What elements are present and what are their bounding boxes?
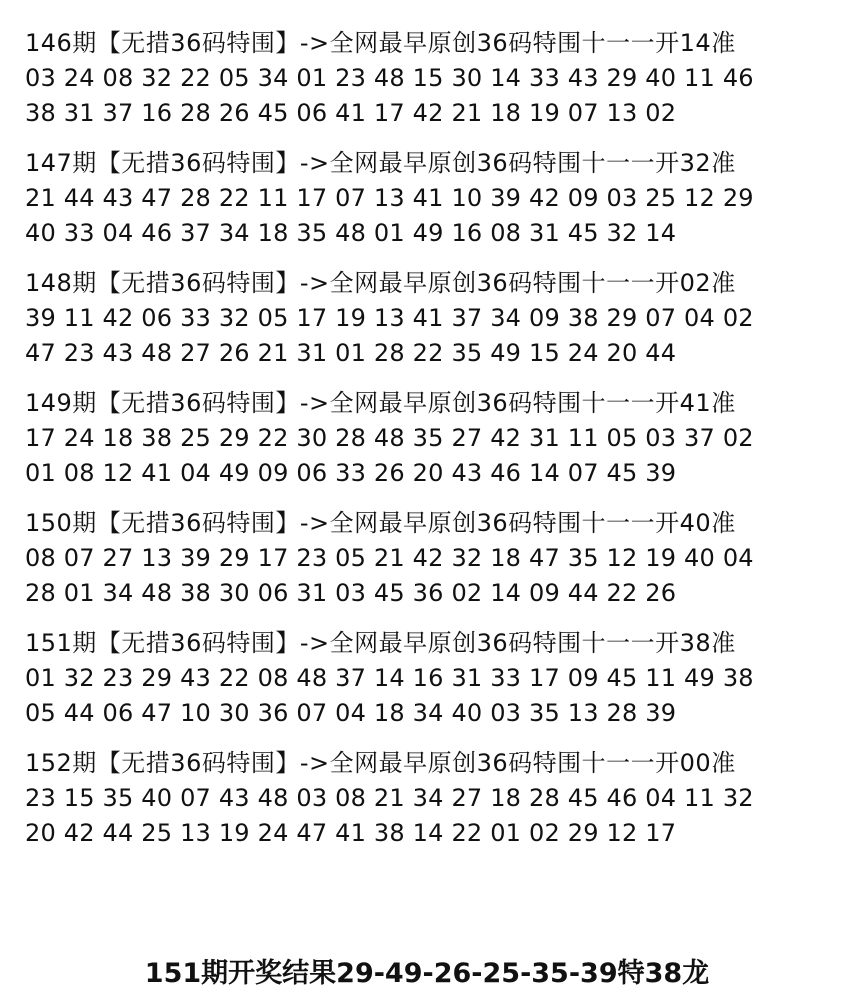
entry-block-148 — [25, 266, 835, 371]
number-row: 39 11 42 06 33 32 05 17 19 13 41 37 34 09 38 29 07 04 02 — [25, 304, 754, 332]
number-row: 21 44 43 47 28 22 11 17 07 13 41 10 39 42 09 03 25 12 29 — [25, 184, 754, 212]
entry-title: 146期【无措36码特围】->全网最早原创36码特围十一一开14准 — [25, 29, 736, 57]
number-row: 05 44 06 47 10 30 36 07 04 18 34 40 03 35 13 28 39 — [25, 699, 677, 727]
entry-title: 150期【无措36码特围】->全网最早原创36码特围十一一开40准 — [25, 509, 736, 537]
entry-title: 151期【无措36码特围】->全网最早原创36码特围十一一开38准 — [25, 629, 736, 657]
number-row: 03 24 08 32 22 05 34 01 23 48 15 30 14 33 43 29 40 11 46 — [25, 64, 754, 92]
entry-block-146 — [25, 26, 835, 131]
entry-block-152 — [25, 746, 835, 851]
entry-block-151 — [25, 626, 835, 731]
entry-title: 152期【无措36码特围】->全网最早原创36码特围十一一开00准 — [25, 749, 736, 777]
entry-list — [25, 26, 835, 866]
draw-result-footer: 151期开奖结果29-49-26-25-35-39特38龙 — [144, 958, 710, 989]
number-row: 40 33 04 46 37 34 18 35 48 01 49 16 08 31 45 32 14 — [25, 219, 677, 247]
number-row: 38 31 37 16 28 26 45 06 41 17 42 21 18 19 07 13 02 — [25, 99, 677, 127]
number-row: 20 42 44 25 13 19 24 47 41 38 14 22 01 02 29 12 17 — [25, 819, 677, 847]
entry-block-149 — [25, 386, 835, 491]
entry-block-147 — [25, 146, 835, 251]
number-row: 08 07 27 13 39 29 17 23 05 21 42 32 18 47 35 12 19 40 04 — [25, 544, 754, 572]
entry-title: 147期【无措36码特围】->全网最早原创36码特围十一一开32准 — [25, 149, 736, 177]
number-row: 01 08 12 41 04 49 09 06 33 26 20 43 46 14 07 45 39 — [25, 459, 677, 487]
entry-title: 149期【无措36码特围】->全网最早原创36码特围十一一开41准 — [25, 389, 736, 417]
entry-block-150 — [25, 506, 835, 611]
number-row: 23 15 35 40 07 43 48 03 08 21 34 27 18 28 45 46 04 11 32 — [25, 784, 754, 812]
entry-title: 148期【无措36码特围】->全网最早原创36码特围十一一开02准 — [25, 269, 736, 297]
number-row: 28 01 34 48 38 30 06 31 03 45 36 02 14 09 44 22 26 — [25, 579, 677, 607]
number-row: 47 23 43 48 27 26 21 31 01 28 22 35 49 15 24 20 44 — [25, 339, 677, 367]
number-row: 17 24 18 38 25 29 22 30 28 48 35 27 42 31 11 05 03 37 02 — [25, 424, 754, 452]
number-row: 01 32 23 29 43 22 08 48 37 14 16 31 33 17 09 45 11 49 38 — [25, 664, 754, 692]
